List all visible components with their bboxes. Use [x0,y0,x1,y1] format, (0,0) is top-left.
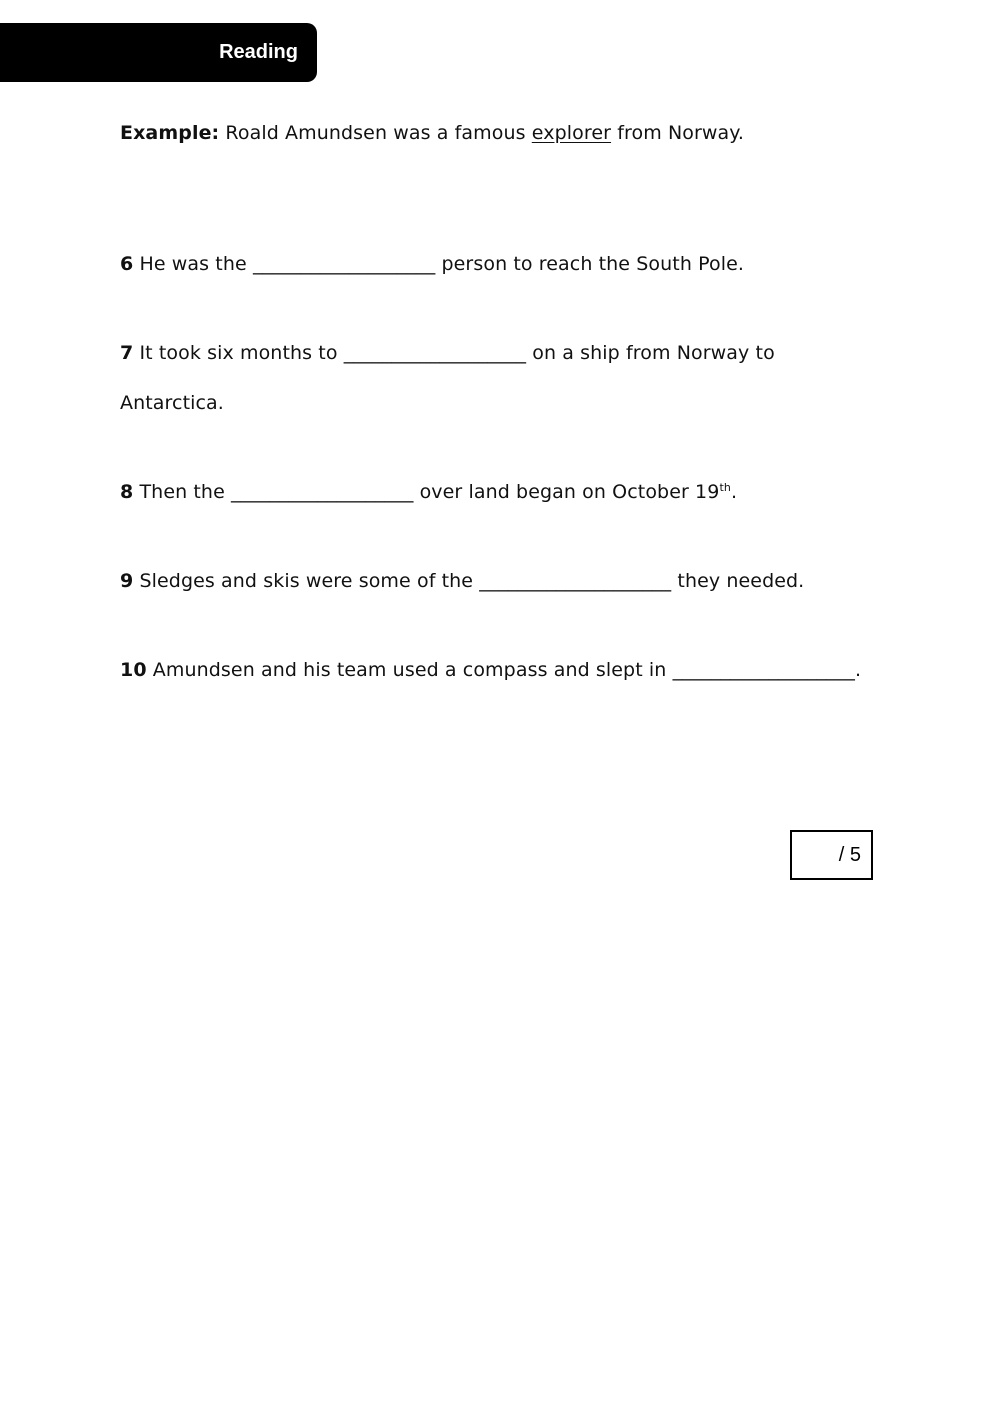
example-text-after: from Norway. [617,122,745,144]
question-text-after: . [854,659,862,681]
question-text-before: Sledges and skis were some of the [139,570,474,592]
example-label: Example: [120,122,220,144]
example-sentence [120,121,744,145]
question-8 [120,480,737,504]
question-text-before: It took six months to [139,342,338,364]
question-7-continuation [120,391,224,415]
question-10 [120,658,861,682]
score-box[interactable] [790,830,873,880]
section-title: Reading [219,41,298,63]
example-answer: explorer [531,122,612,144]
question-6 [120,252,744,276]
question-end: . [730,481,738,503]
question-text-after: on a ship from Norway to [532,342,775,364]
question-continuation: Antarctica. [120,392,224,414]
question-number: 10 [120,659,147,681]
example-text-before: Roald Amundsen was a famous [225,122,526,144]
section-tab [0,23,317,82]
question-text-before: Amundsen and his team used a compass and slept in [152,659,667,681]
question-text-after: over land began on October 19 [419,481,720,503]
question-text-after: person to reach the South Pole. [441,253,745,275]
question-number: 8 [120,481,134,503]
answer-blank[interactable]: ___________________ [343,342,527,364]
question-9 [120,569,804,593]
ordinal-superscript: th [719,481,731,494]
question-text-before: He was the [139,253,247,275]
question-7 [120,341,775,365]
question-number: 9 [120,570,134,592]
answer-blank[interactable]: ____________________ [479,570,672,592]
answer-blank[interactable]: ___________________ [672,659,855,681]
answer-blank[interactable]: ___________________ [231,481,414,503]
answer-blank[interactable]: ___________________ [252,253,436,275]
question-text-after: they needed. [677,570,805,592]
score-total: / 5 [838,843,861,866]
question-text-before: Then the [139,481,225,503]
question-number: 7 [120,342,134,364]
question-number: 6 [120,253,134,275]
